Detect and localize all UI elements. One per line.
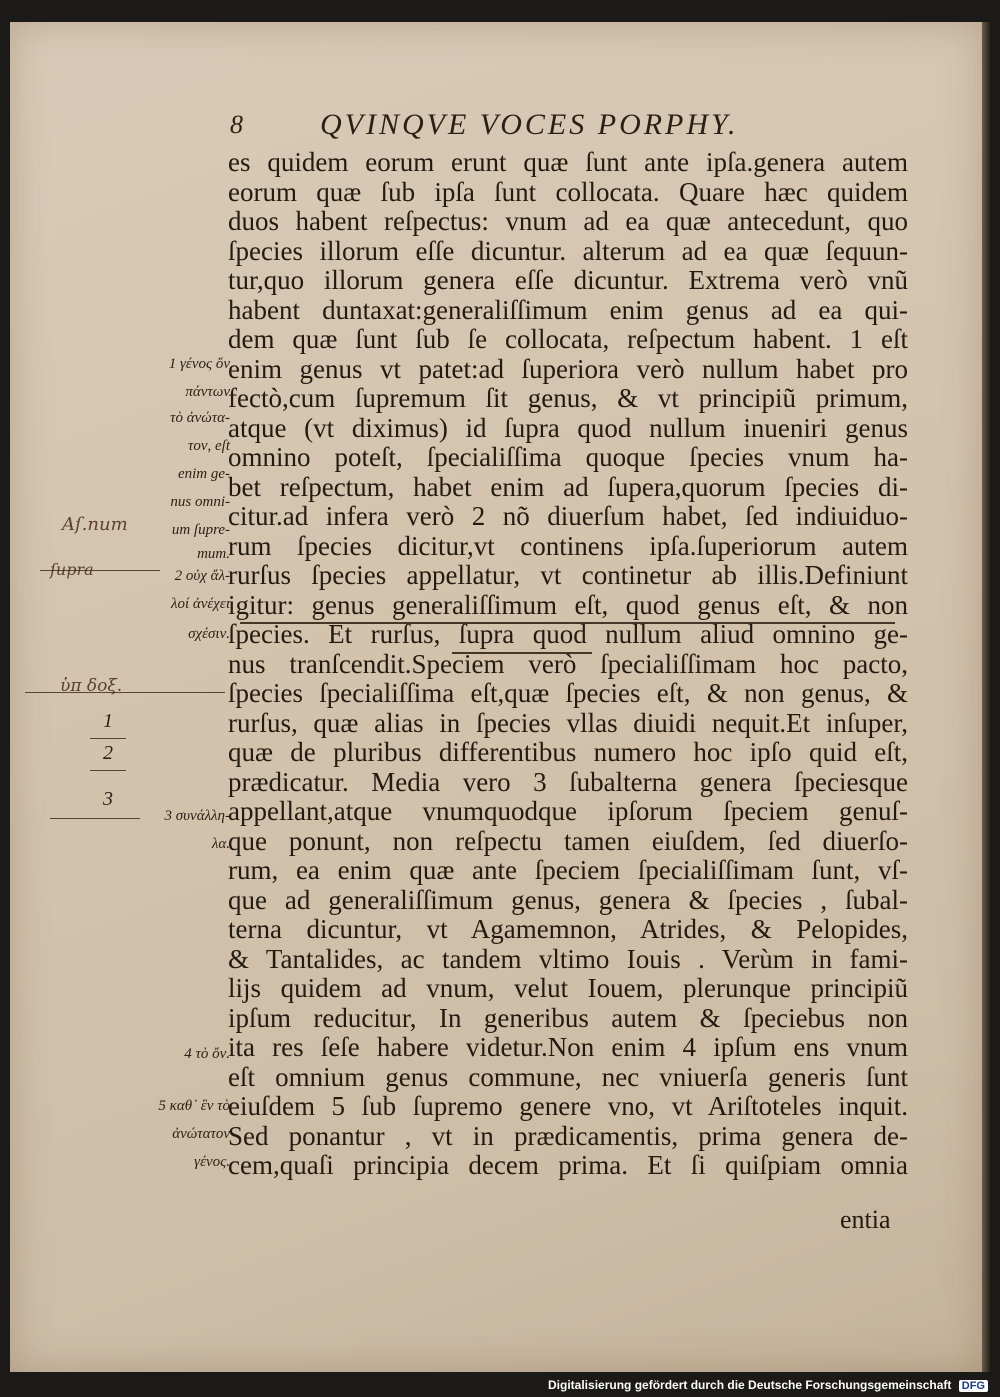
digitization-footer [548, 1378, 988, 1392]
text-line-4: ſpecies illorum eſſe dicuntur. alterum ad ea quæ ſequun- [228, 236, 908, 266]
margin-note: um ſupre- [171, 522, 230, 538]
text-line-16: igitur: genus generaliſſimum eſt, quod genus eſt, & non [228, 590, 908, 620]
text-line-31: ita res ſeſe habere videtur.Non enim 4 ipſum ens vnum [228, 1033, 908, 1062]
handwritten-stroke [25, 692, 225, 693]
folio-number: 8 [230, 110, 243, 139]
handwritten-stroke [40, 570, 160, 571]
text-underline [240, 622, 895, 624]
margin-note: σχέσιν. [188, 626, 230, 642]
text-line-21: quæ de pluribus differentibus numero hoc ipſo quid eſt, [228, 738, 908, 767]
handwritten-stroke [50, 818, 140, 819]
margin-note: γένος. [194, 1154, 230, 1170]
text-line-15: rurſus ſpecies appellatur, vt continetur ab illis.Definiunt [228, 561, 908, 590]
dfg-logo: DFG [959, 1380, 988, 1392]
catchword: entia [840, 1205, 891, 1234]
margin-note: mum. [197, 546, 230, 562]
running-head [230, 108, 830, 150]
margin-note: λοί ἀνέχει [170, 596, 230, 612]
handwritten-numeral: 1 [103, 710, 113, 732]
page-edge [982, 22, 990, 1372]
margin-notes [60, 345, 230, 1185]
text-line-26: que ad generaliſſimum genus, genera & ſpecies , ſubal- [228, 885, 908, 915]
text-line-20: rurſus, quæ alias in ſpecies vllas diuidi nequit.Et inſuper, [228, 708, 908, 738]
text-line-2: eorum quæ ſub ipſa ſunt collocata. Quare hæc quidem [228, 177, 908, 207]
text-line-11: omnino poteſt, ſpecialiſſima quoque ſpecies vnum ha- [228, 443, 908, 472]
handwritten-stroke [90, 738, 126, 739]
text-underline [452, 652, 592, 654]
text-line-22: prædicatur. Media vero 3 ſubalterna genera ſpeciesque [228, 767, 908, 797]
handwritten-note: ſupra [50, 560, 94, 579]
text-line-32: eſt omnium genus commune, nec vniuerſa generis ſunt [228, 1062, 908, 1092]
margin-note: 4 τὸ ὄν. [184, 1046, 230, 1062]
text-line-30: ipſum reducitur, In generibus autem & ſpeciebus non [228, 1003, 908, 1033]
text-line-33: eiuſdem 5 ſub ſupremo genere vno, vt Ariſtoteles inquit. [228, 1092, 908, 1121]
text-line-35: cem,quaſi principia decem prima. Et ſi quiſpiam omnia [228, 1151, 908, 1180]
text-line-18: nus tranſcendit.Speciem verò ſpecialiſſimam hoc pacto, [228, 649, 908, 679]
text-line-13: citur.ad infera verò 2 nõ diuerſum habet, ſed indiuiduo- [228, 502, 908, 531]
text-line-19: ſpecies ſpecialiſſima eſt,quæ ſpecies eſt, & non genus, & [228, 679, 908, 708]
running-title: QVINQVE VOCES PORPHY. [320, 108, 739, 141]
text-line-23: appellant,atque vnumquodque ipſorum ſpeciem genuſ- [228, 797, 908, 826]
margin-note: 5 καθ᾽ ἓν τὸ [158, 1098, 230, 1114]
text-line-6: habent duntaxat:generaliſſimum enim genus ad ea qui- [228, 295, 908, 325]
footer-text: Digitalisierung gefördert durch die Deutsche Forschungsgemeinschaft [548, 1378, 952, 1392]
margin-note: λα. [211, 836, 230, 852]
handwritten-numeral: 3 [103, 788, 113, 810]
text-line-3: duos habent reſpectus: vnum ad ea quæ antecedunt, quo [228, 207, 908, 236]
text-line-28: & Tantalides, ac tandem vltimo Iouis . Verùm in fami- [228, 944, 908, 974]
text-line-34: Sed ponantur , vt in prædicamentis, prima genera de- [228, 1121, 908, 1151]
text-line-14: rum ſpecies dicitur,vt continens ipſa.ſuperiorum autem [228, 531, 908, 561]
text-line-1: es quidem eorum erunt quæ ſunt ante ipſa.genera autem [228, 148, 908, 177]
text-line-27: terna dicuntur, vt Agamemnon, Atrides, & Pelopides, [228, 915, 908, 944]
margin-note: 3 συνάλλη- [164, 808, 230, 824]
handwritten-note: ὑπ δοξ. [60, 676, 123, 696]
main-text-block [228, 148, 908, 1238]
text-line-17: ſpecies. Et rurſus, ſupra quod nullum aliud omnino ge- [228, 620, 908, 649]
text-line-29: lijs quidem ad vnum, velut Iouem, plerunque principiũ [228, 974, 908, 1003]
margin-note: 1 γένος ὄν [168, 356, 230, 372]
handwritten-note: Aſ.num [62, 514, 128, 535]
text-line-9: fectò,cum ſupremum ſit genus, & vt principiũ primum, [228, 384, 908, 413]
margin-note: ἀνώτατον [172, 1126, 230, 1142]
text-line-10: atque (vt diximus) id ſupra quod nullum inueniri genus [228, 413, 908, 443]
margin-note: nus omni- [170, 494, 230, 510]
handwritten-stroke [90, 770, 126, 771]
text-line-5: tur,quo illorum genera eſſe dicuntur. Extrema verò vnũ [228, 266, 908, 295]
margin-note: enim ge- [177, 466, 230, 482]
text-line-8: enim genus vt patet:ad ſuperiora verò nullum habet pro [228, 354, 908, 384]
margin-note: τον, eſt [187, 438, 230, 454]
margin-note: τὸ ἀνώτα- [170, 410, 230, 426]
margin-note: πάντων [185, 384, 230, 400]
text-line-24: que ponunt, non reſpectu tamen eiuſdem, ſed diuerſo- [228, 826, 908, 856]
handwritten-numeral: 2 [103, 742, 113, 764]
text-line-12: bet reſpectum, habet enim ad ſupera,quorum ſpecies di- [228, 472, 908, 502]
text-line-7: dem quæ ſunt ſub ſe collocata, reſpectum habent. 1 eſt [228, 325, 908, 354]
margin-note: 2 οὐχ ἄλ- [174, 568, 230, 584]
text-line-25: rum, ea enim quæ ante ſpeciem ſpecialiſſimam ſunt, vſ- [228, 856, 908, 885]
